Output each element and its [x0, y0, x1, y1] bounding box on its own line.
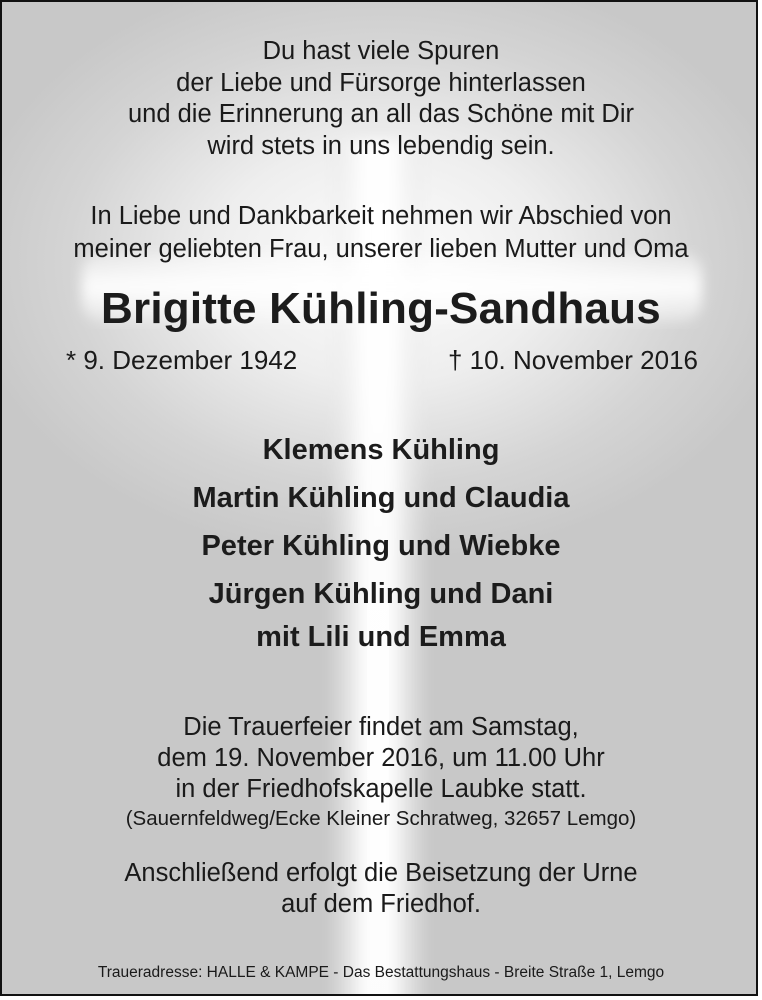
farewell-text	[2, 200, 758, 266]
family-members	[2, 426, 758, 656]
family-member: Klemens Kühling	[262, 434, 500, 466]
family-member: Peter Kühling und Wiebke	[201, 530, 561, 562]
verse-line: und die Erinnerung an all das Schöne mit Dir	[127, 100, 635, 128]
family-member: Jürgen Kühling und Dani	[208, 578, 554, 610]
service-line: Die Trauerfeier findet am Samstag,	[183, 713, 579, 741]
deceased-name: Brigitte Kühling-Sandhaus	[101, 284, 661, 333]
farewell-line: meiner geliebten Frau, unserer lieben Mutter und Oma	[73, 235, 689, 263]
service-line: dem 19. November 2016, um 11.00 Uhr	[157, 744, 605, 772]
verse	[2, 36, 758, 162]
family-member: mit Lili und Emma	[256, 621, 506, 653]
service-info	[2, 712, 758, 833]
mourning-address: Traueradresse: HALLE & KAMPE - Das Bestattungshaus - Breite Straße 1, Lemgo	[97, 964, 665, 981]
birth-date: * 9. Dezember 1942	[66, 345, 298, 375]
life-dates	[2, 345, 758, 377]
verse-line: wird stets in uns lebendig sein.	[207, 131, 555, 160]
family-member: Martin Kühling und Claudia	[192, 482, 570, 514]
burial-line: auf dem Friedhof.	[281, 890, 481, 918]
burial-line: Anschließend erfolgt die Beisetzung der Urne	[124, 859, 638, 887]
service-line: in der Friedhofskapelle Laubke statt.	[175, 775, 587, 803]
service-address: (Sauernfeldweg/Ecke Kleiner Schratweg, 32657 Lemgo)	[125, 807, 637, 830]
verse-line: der Liebe und Fürsorge hinterlassen	[176, 68, 586, 97]
verse-line: Du hast viele Spuren	[262, 37, 500, 65]
farewell-line: In Liebe und Dankbarkeit nehmen wir Abschied von	[90, 202, 672, 230]
death-date: † 10. November 2016	[447, 345, 698, 375]
burial-info	[2, 858, 758, 920]
